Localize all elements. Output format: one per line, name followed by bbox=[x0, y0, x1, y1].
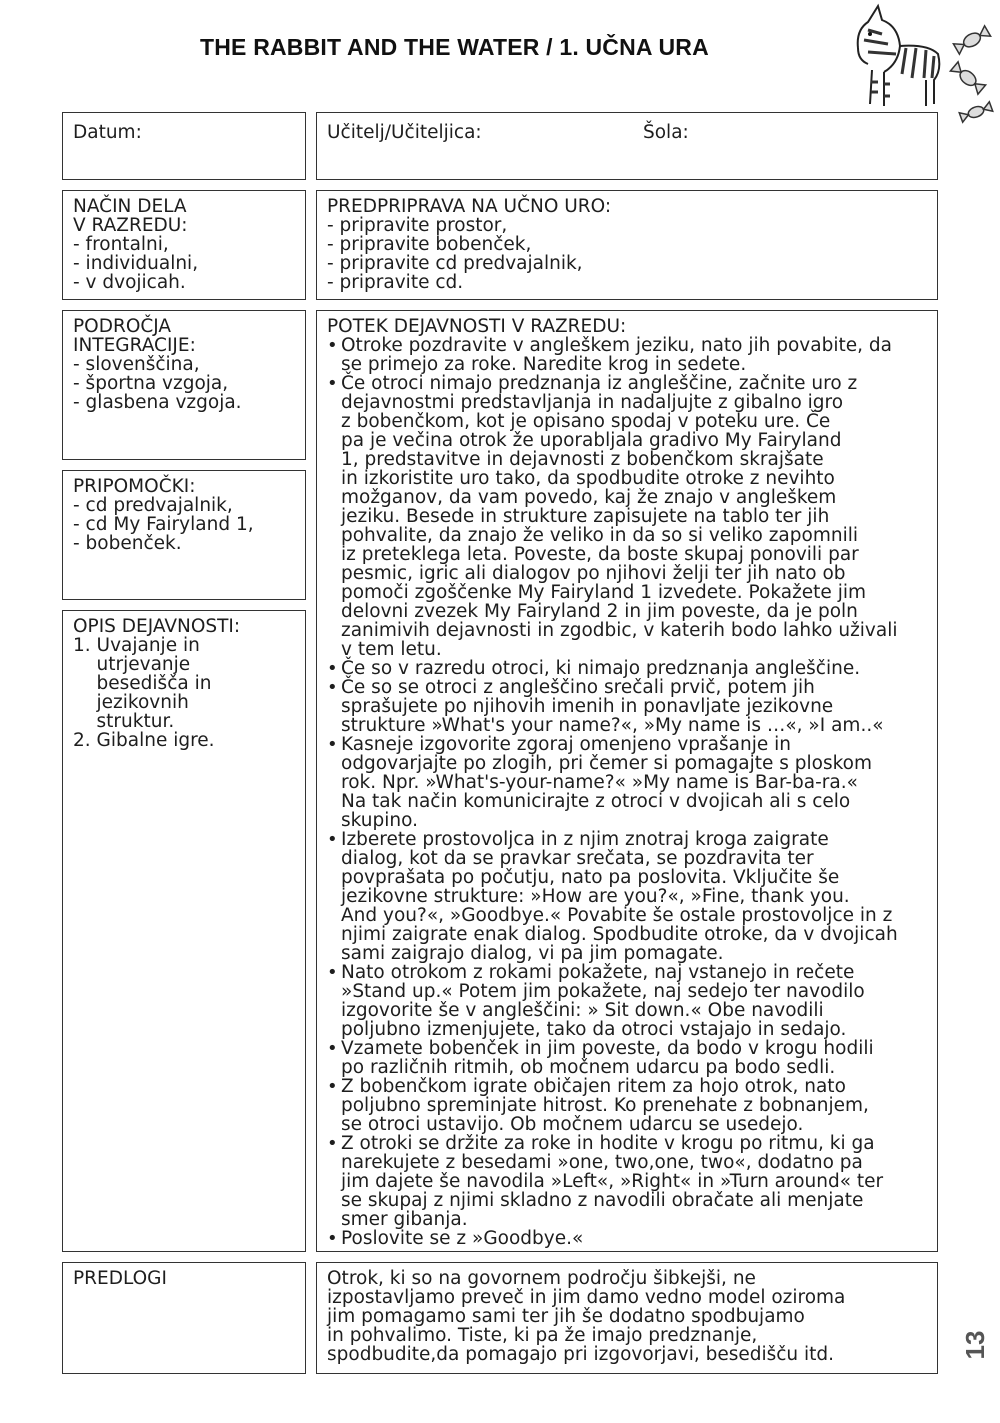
activity-flow-line: 1, predstavitve in dejavnosti z bobenčkom skrajšate bbox=[341, 449, 824, 470]
activity-flow-line: skupino. bbox=[341, 810, 418, 831]
materials-line: - cd My Fairyland 1, bbox=[73, 514, 254, 535]
activity-flow-line: dialog, kot da se pravkar srečata, se pozdravita ter bbox=[341, 848, 814, 869]
integration-line: PODROČJA bbox=[73, 316, 172, 337]
preparation-line: - pripravite bobenček, bbox=[327, 234, 532, 255]
activity-flow-line: Izberete prostovoljca in z njim znotraj kroga zaigrate bbox=[341, 829, 829, 850]
activity-flow-line: Otroke pozdravite v angleškem jeziku, nato jih povabite, da bbox=[341, 335, 892, 356]
activity-flow-line: v tem letu. bbox=[341, 639, 442, 660]
activity-flow-line: Kasneje izgovorite zgoraj omenjeno vprašanje in bbox=[341, 734, 791, 755]
activity-flow-line: pesmic, igric ali dialogov po njihovi želji ter jih nato ob bbox=[341, 563, 846, 584]
work-method-line: V RAZREDU: bbox=[73, 215, 188, 236]
activity-flow-line: se primejo za roke. Naredite krog in sedete. bbox=[341, 354, 747, 375]
activity-flow-bullet bbox=[327, 1134, 933, 1229]
activity-description-line: struktur. bbox=[73, 711, 175, 732]
activity-flow-line: delovni zvezek My Fairyland 2 in jim poveste, da je poln bbox=[341, 601, 858, 622]
activity-flow-line: Vzamete bobenček in jim poveste, da bodo v krogu hodili bbox=[341, 1038, 874, 1059]
integration-line: - slovenščina, bbox=[73, 354, 200, 375]
activity-flow-line: Nato otrokom z rokami pokažete, naj vstanejo in rečete bbox=[341, 962, 855, 983]
integration-box bbox=[62, 310, 306, 460]
work-method-line: - v dvojicah. bbox=[73, 272, 186, 293]
activity-flow-line: »Stand up.« Potem jim pokažete, naj sedejo ter navodilo bbox=[341, 981, 865, 1002]
work-method-line: - individualni, bbox=[73, 253, 199, 274]
activity-flow-box bbox=[316, 310, 938, 1252]
suggestions-line: Otrok, ki so na govornem področju šibkejši, ne bbox=[327, 1268, 756, 1289]
suggestions-line: in pohvalimo. Tiste, ki pa že imajo predznanje, bbox=[327, 1325, 758, 1346]
activity-description-line: 2. Gibalne igre. bbox=[73, 730, 215, 751]
preparation-line: PREDPRIPRAVA NA UČNO URO: bbox=[327, 196, 612, 217]
activity-flow-line: pa je večina otrok že uporabljala gradivo My Fairyland bbox=[341, 430, 842, 451]
activity-flow-line: pohvalite, da znajo že veliko in da so si veliko zapomnili bbox=[341, 525, 858, 546]
activity-flow-line: z bobenčkom, kot je opisano spodaj v poteku ure. Če bbox=[341, 411, 831, 432]
activity-flow-line: zanimivih dejavnosti in zgodbic, v katerih bodo lahko uživali bbox=[341, 620, 898, 641]
suggestions-text-box bbox=[316, 1262, 938, 1374]
activity-flow-line: izgovorite še v angleščini: » Sit down.« Obe navodili bbox=[341, 1000, 824, 1021]
bullet-dot-icon: • bbox=[327, 335, 338, 356]
activity-flow-line: povprašata po počutju, nato pa poslovita. Vključite še bbox=[341, 867, 840, 888]
activity-description-line: utrjevanje bbox=[73, 654, 191, 675]
activity-flow-line: jeziku. Besede in strukture zapisujete na tablo ter jih bbox=[341, 506, 830, 527]
activity-description-box bbox=[62, 610, 306, 1252]
preparation-line: - pripravite prostor, bbox=[327, 215, 508, 236]
page-number: 13 bbox=[960, 1330, 990, 1360]
materials-line: - bobenček. bbox=[73, 533, 182, 554]
integration-line: - glasbena vzgoja. bbox=[73, 392, 242, 413]
preparation-line: - pripravite cd predvajalnik, bbox=[327, 253, 583, 274]
bullet-dot-icon: • bbox=[327, 962, 338, 983]
activity-flow-line: dejavnostmi predstavljanja in nadaljujte z gibalno igro bbox=[341, 392, 844, 413]
materials-box bbox=[62, 470, 306, 600]
preparation-line: - pripravite cd. bbox=[327, 272, 464, 293]
bullet-dot-icon: • bbox=[327, 677, 338, 698]
bullet-dot-icon: • bbox=[327, 829, 338, 850]
wrapped-candy-icons bbox=[948, 18, 996, 128]
activity-flow-line: in izkoristite uro tako, da spodbudite otroke z nevihto bbox=[341, 468, 835, 489]
suggestions-label-box bbox=[62, 1262, 306, 1374]
activity-flow-bullet bbox=[327, 336, 933, 374]
activity-flow-line: po različnih ritmih, ob močnem udarcu pa bodo sedli. bbox=[341, 1057, 836, 1078]
bullet-dot-icon: • bbox=[327, 1038, 338, 1059]
activity-flow-line: smer gibanja. bbox=[341, 1209, 468, 1230]
activity-flow-line: Če otroci nimajo predznanja iz angleščine, začnite uro z bbox=[341, 373, 858, 394]
activity-flow-heading: POTEK DEJAVNOSTI V RAZREDU: bbox=[327, 316, 627, 337]
activity-flow-bullet bbox=[327, 1039, 933, 1077]
teacher-school-box bbox=[316, 112, 938, 180]
school-label: Šola: bbox=[643, 122, 689, 143]
activity-flow-line: poljubno spreminjate hitrost. Ko prenehate z bobnanjem, bbox=[341, 1095, 869, 1116]
activity-flow-bullet bbox=[327, 735, 933, 830]
activity-flow-list bbox=[327, 336, 933, 1248]
activity-flow-line: sami zaigrajo dialog, vi pa jim pomagate. bbox=[341, 943, 724, 964]
activity-flow-line: poljubno izmenjujete, tako da otroci vstajajo in sedajo. bbox=[341, 1019, 847, 1040]
activity-flow-line: strukture »What's your name?«, »My name is …«, »I am..« bbox=[341, 715, 884, 736]
activity-flow-line: Poslovite se z »Goodbye.« bbox=[341, 1228, 584, 1249]
activity-description-line: OPIS DEJAVNOSTI: bbox=[73, 616, 241, 637]
activity-flow-line: narekujete z besedami »one, two,one, two«, dodatno pa bbox=[341, 1152, 863, 1173]
activity-flow-bullet bbox=[327, 1229, 933, 1248]
activity-flow-line: jim dajete še navodila »Left«, »Right« in »Turn around« ter bbox=[341, 1171, 884, 1192]
activity-flow-line: jezikovne strukture: »How are you?«, »Fine, thank you. bbox=[341, 886, 850, 907]
bullet-dot-icon: • bbox=[327, 373, 338, 394]
date-box bbox=[62, 112, 306, 180]
activity-description-line: besedišča in bbox=[73, 673, 212, 694]
date-label: Datum: bbox=[73, 122, 142, 143]
bullet-dot-icon: • bbox=[327, 658, 338, 679]
activity-flow-line: And you?«, »Goodbye.« Povabite še ostale prostovoljce in z bbox=[341, 905, 893, 926]
activity-flow-line: Z bobenčkom igrate običajen ritem za hojo otrok, nato bbox=[341, 1076, 846, 1097]
suggestions-line: izpostavljamo preveč in jim damo vedno model oziroma bbox=[327, 1287, 846, 1308]
materials-line: PRIPOMOČKI: bbox=[73, 476, 196, 497]
activity-flow-bullet bbox=[327, 830, 933, 963]
activity-flow-line: njimi zaigrate enak dialog. Spodbudite otroke, da v dvojicah bbox=[341, 924, 898, 945]
activity-flow-line: odgovarjajte po zlogih, pri čemer si pomagajte s ploskom bbox=[341, 753, 873, 774]
integration-line: INTEGRACIJE: bbox=[73, 335, 196, 356]
activity-flow-line: Če so se otroci z angleščino srečali prvič, potem jih bbox=[341, 677, 815, 698]
activity-description-line: jezikovnih bbox=[73, 692, 189, 713]
bullet-dot-icon: • bbox=[327, 734, 338, 755]
zebra-illustration bbox=[838, 0, 950, 112]
work-method-box bbox=[62, 190, 306, 300]
activity-flow-bullet bbox=[327, 659, 933, 678]
work-method-line: - frontalni, bbox=[73, 234, 169, 255]
activity-flow-line: se otroci ustavijo. Ob močnem udarcu se usedejo. bbox=[341, 1114, 804, 1135]
activity-flow-bullet bbox=[327, 963, 933, 1039]
bullet-dot-icon: • bbox=[327, 1228, 338, 1249]
activity-flow-line: se skupaj z njimi skladno z navodili obračate ali menjate bbox=[341, 1190, 864, 1211]
bullet-dot-icon: • bbox=[327, 1076, 338, 1097]
teacher-label: Učitelj/Učiteljica: bbox=[327, 122, 482, 143]
suggestions-line: spodbudite,da pomagajo pri izgovorjavi, besedišču itd. bbox=[327, 1344, 835, 1365]
bullet-dot-icon: • bbox=[327, 1133, 338, 1154]
suggestions-label: PREDLOGI bbox=[73, 1268, 167, 1289]
integration-line: - športna vzgoja, bbox=[73, 373, 229, 394]
work-method-line: NAČIN DELA bbox=[73, 196, 187, 217]
activity-flow-line: Na tak način komunicirajte z otroci v dvojicah ali s celo bbox=[341, 791, 851, 812]
activity-flow-bullet bbox=[327, 374, 933, 659]
activity-flow-line: rok. Npr. »What's-your-name?« »My name is Bar-ba-ra.« bbox=[341, 772, 858, 793]
activity-description-line: 1. Uvajanje in bbox=[73, 635, 200, 656]
activity-flow-line: pomoči zgoščenke My Fairyland 1 izvedete. Pokažete jim bbox=[341, 582, 866, 603]
activity-flow-line: Z otroki se držite za roke in hodite v krogu po ritmu, ki ga bbox=[341, 1133, 875, 1154]
activity-flow-line: možganov, da vam povedo, kaj že znajo v angleškem bbox=[341, 487, 837, 508]
suggestions-line: jim pomagamo sami ter jih še dodatno spodbujamo bbox=[327, 1306, 805, 1327]
materials-line: - cd predvajalnik, bbox=[73, 495, 233, 516]
preparation-box bbox=[316, 190, 938, 300]
activity-flow-line: Če so v razredu otroci, ki nimajo predznanja angleščine. bbox=[341, 658, 861, 679]
page-title: THE RABBIT AND THE WATER / 1. UČNA URA bbox=[200, 34, 709, 60]
activity-flow-line: sprašujete po njihovih imenih in ponavljate jezikovne bbox=[341, 696, 834, 717]
activity-flow-line: iz preteklega leta. Poveste, da boste skupaj ponovili par bbox=[341, 544, 859, 565]
activity-flow-bullet bbox=[327, 678, 933, 735]
activity-flow-bullet bbox=[327, 1077, 933, 1134]
